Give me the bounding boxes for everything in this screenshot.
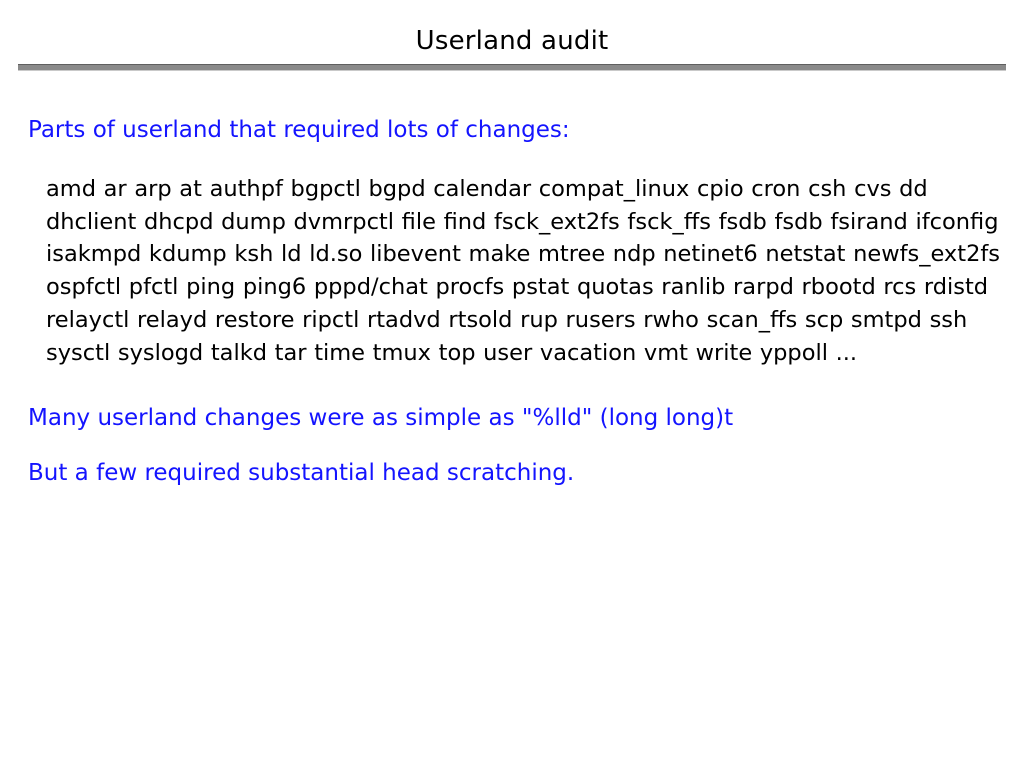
- note-simple: Many userland changes were as simple as "%lld" (long long)t: [28, 404, 734, 431]
- lead-text: Parts of userland that required lots of changes:: [28, 117, 570, 143]
- page-title: Userland audit: [415, 26, 609, 56]
- slide-content: [28, 104, 1008, 487]
- note-hard: But a few required substantial head scratching.: [28, 459, 575, 486]
- title-divider: [18, 64, 1006, 71]
- command-list: amd ar arp at authpf bgpctl bgpd calendar compat_linux cpio cron csh cvs dd dhclient dhcpd dump dvmrpctl file find fsck_ext2fs fsck_ffs fsdb fsdb fsirand ifconfig isakmpd kdump ksh ld ld.so libevent make mtree ndp netinet6 netstat newfs_ext2fs ospfctl pfctl ping ping6 pppd/chat procfs pstat quotas ranlib rarpd rbootd rcs rdistd relayctl relayd restore ripctl rtadvd rtsold rup rusers rwho scan_ffs scp smtpd ssh sysctl syslogd talkd tar time tmux top user vacation vmt write yppoll ...: [46, 175, 1008, 366]
- spacer-one: [28, 370, 1008, 404]
- spacer-two: [28, 433, 1008, 459]
